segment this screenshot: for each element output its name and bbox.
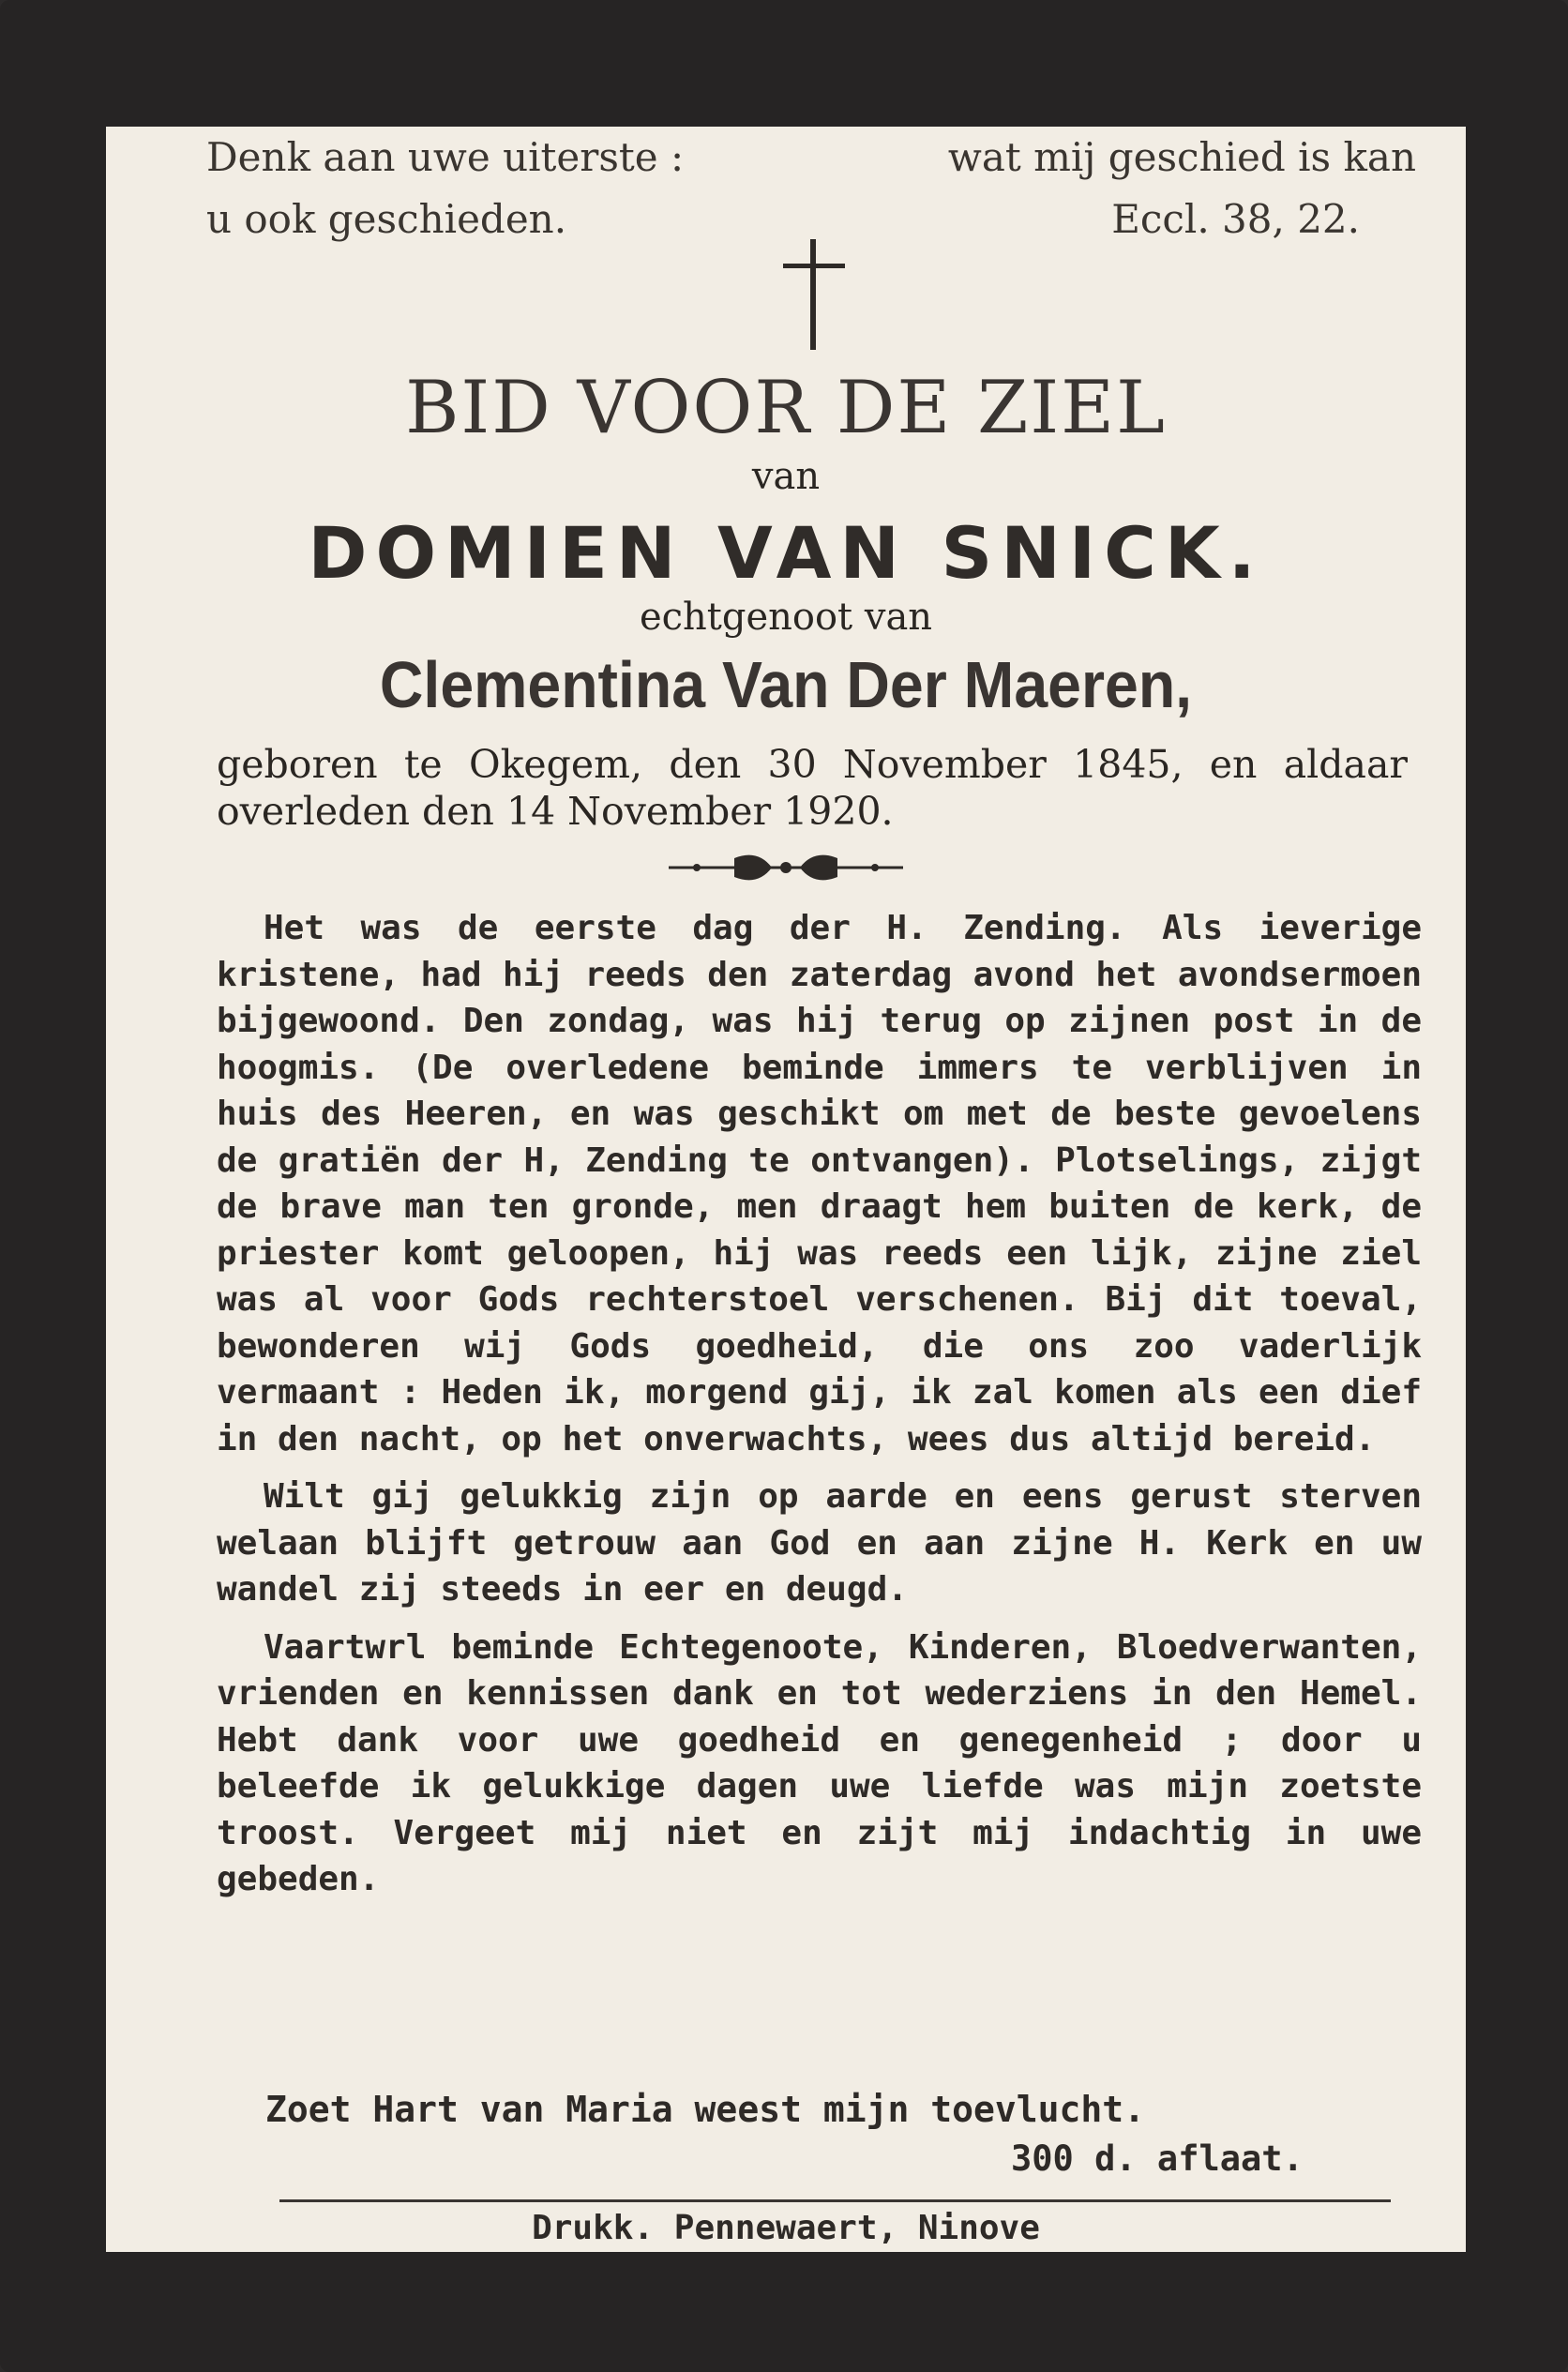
scripture-motto: [206, 127, 1416, 250]
paragraph-3: Vaartwrl beminde Echtegenoote, Kinderen, Bloedverwanten, vrienden en kennissen dank en tot wederziens in den Hemel. Hebt dank voor uwe goedheid en genegenheid ; door u beleefde ik gelukkige dagen uwe liefde was mijn zoetste troost. Vergeet mij niet en zijt mij indachtig in uwe gebeden.: [217, 1627, 1422, 1898]
ornament-divider-icon: [669, 849, 903, 886]
card-body: [217, 905, 1422, 1914]
prayer-heading: BID VOOR DE ZIEL: [405, 366, 1167, 450]
spouse-name: Clementina Van Der Maeren,: [379, 648, 1193, 721]
motto-line2-left: u ook geschieden.: [206, 196, 567, 242]
cross-icon: [781, 239, 847, 352]
divider-line: [279, 2199, 1391, 2202]
van-label: van: [751, 455, 821, 498]
printer-credit: Drukk. Pennewaert, Ninove: [532, 2209, 1040, 2247]
motto-line1-right: wat mij geschied is kan: [947, 134, 1416, 180]
paragraph-1: Het was de eerste dag der H. Zending. Als ieverige kristene, had hij reeds den zaterdag avond het avondsermoen bijgewoond. Den zondag, was hij terug op zijnen post in de hoogmis. (De overledene beminde immers te verblijven in huis des Heeren, en was geschikt om met de beste gevoelens de gratiën der H, Zending te ontvangen). Plotselings, zijgt de brave man ten gronde, men draagt hem buiten de kerk, de priester komt geloopen, hij was reeds een lijk, zijne ziel was al voor Gods rechterstoel verschenen. Bij dit toeval, bewonderen wij Gods goedheid, die ons zoo vaderlijk vermaant : Heden ik, morgend gij, ik zal komen als een dief in den nacht, op het onverwachts, wees dus altijd bereid.: [217, 909, 1422, 1458]
indulgence-note: 300 d. aflaat.: [1011, 2138, 1304, 2179]
motto-line1-left: Denk aan uwe uiterste :: [206, 134, 685, 180]
spouse-intro: echtgenoot van: [639, 596, 933, 639]
paragraph-2: Wilt gij gelukkig zijn op aarde en eens gerust sterven welaan blijft getrouw aan God en aan zijne H. Kerk en uw wandel zij steeds in eer en deugd.: [217, 1477, 1422, 1609]
closing-invocation: Zoet Hart van Maria weest mijn toevlucht.: [265, 2089, 1145, 2130]
card-paper: [106, 127, 1466, 2252]
birth-death-dates: geboren te Okegem, den 30 November 1845, en aldaar overleden den 14 November 1920.: [217, 742, 1408, 834]
deceased-name: DOMIEN VAN SNICK.: [308, 511, 1264, 595]
scripture-reference: Eccl. 38, 22.: [1111, 196, 1360, 242]
